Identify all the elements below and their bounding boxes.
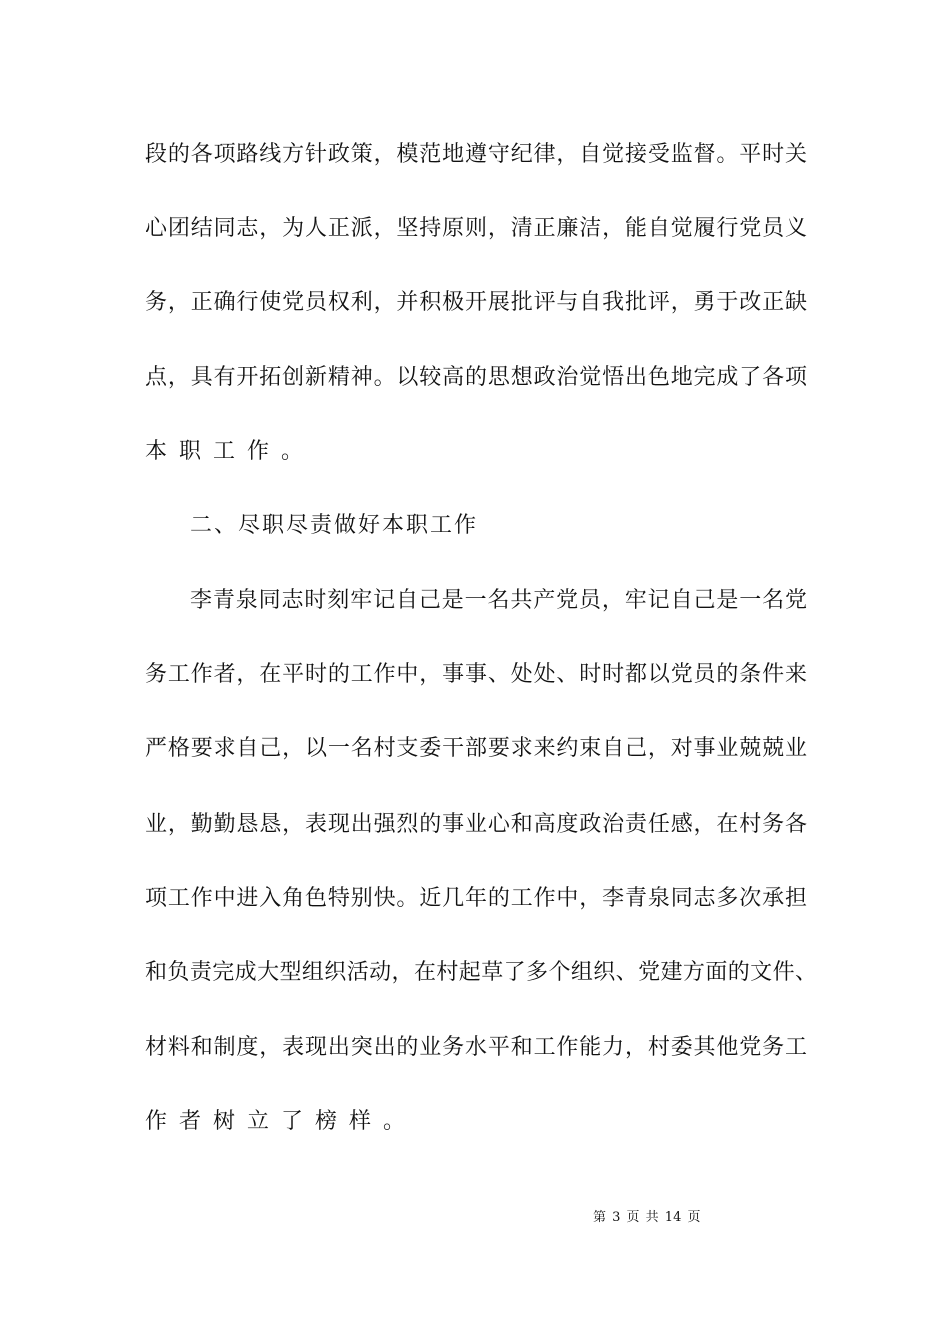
paragraph-line: 严格要求自己，以一名村支委干部要求来约束自己，对事业兢兢业: [145, 736, 807, 761]
paragraph-line: 李青泉同志时刻牢记自己是一名共产党员，牢记自己是一名党: [190, 588, 807, 613]
paragraph-line: 段的各项路线方针政策，模范地遵守纪律，自觉接受监督。平时关: [145, 142, 807, 167]
paragraph-line: 业，勤勤恳恳，表现出强烈的事业心和高度政治责任感，在村务各: [145, 812, 807, 837]
paragraph-line: 务工作者，在平时的工作中，事事、处处、时时都以党员的条件来: [145, 662, 807, 687]
section-heading: 二、尽职尽责做好本职工作: [190, 513, 479, 538]
paragraph-line: 作者树立了榜样。: [145, 1109, 418, 1134]
paragraph-line: 材料和制度，表现出突出的业务水平和工作能力，村委其他党务工: [145, 1035, 807, 1060]
paragraph-line: 本职工作。: [145, 439, 316, 464]
page-number: 第 3 页 共 14 页: [593, 1210, 701, 1225]
paragraph-line: 和负责完成大型组织活动，在村起草了多个组织、党建方面的文件、: [145, 960, 817, 985]
paragraph-line: 务，正确行使党员权利，并积极开展批评与自我批评，勇于改正缺: [145, 290, 807, 315]
paragraph-line: 项工作中进入角色特别快。近几年的工作中，李青泉同志多次承担: [145, 886, 807, 911]
paragraph-line: 点，具有开拓创新精神。以较高的思想政治觉悟出色地完成了各项: [145, 365, 807, 390]
paragraph-line: 心团结同志，为人正派，坚持原则，清正廉洁，能自觉履行党员义: [145, 216, 807, 241]
